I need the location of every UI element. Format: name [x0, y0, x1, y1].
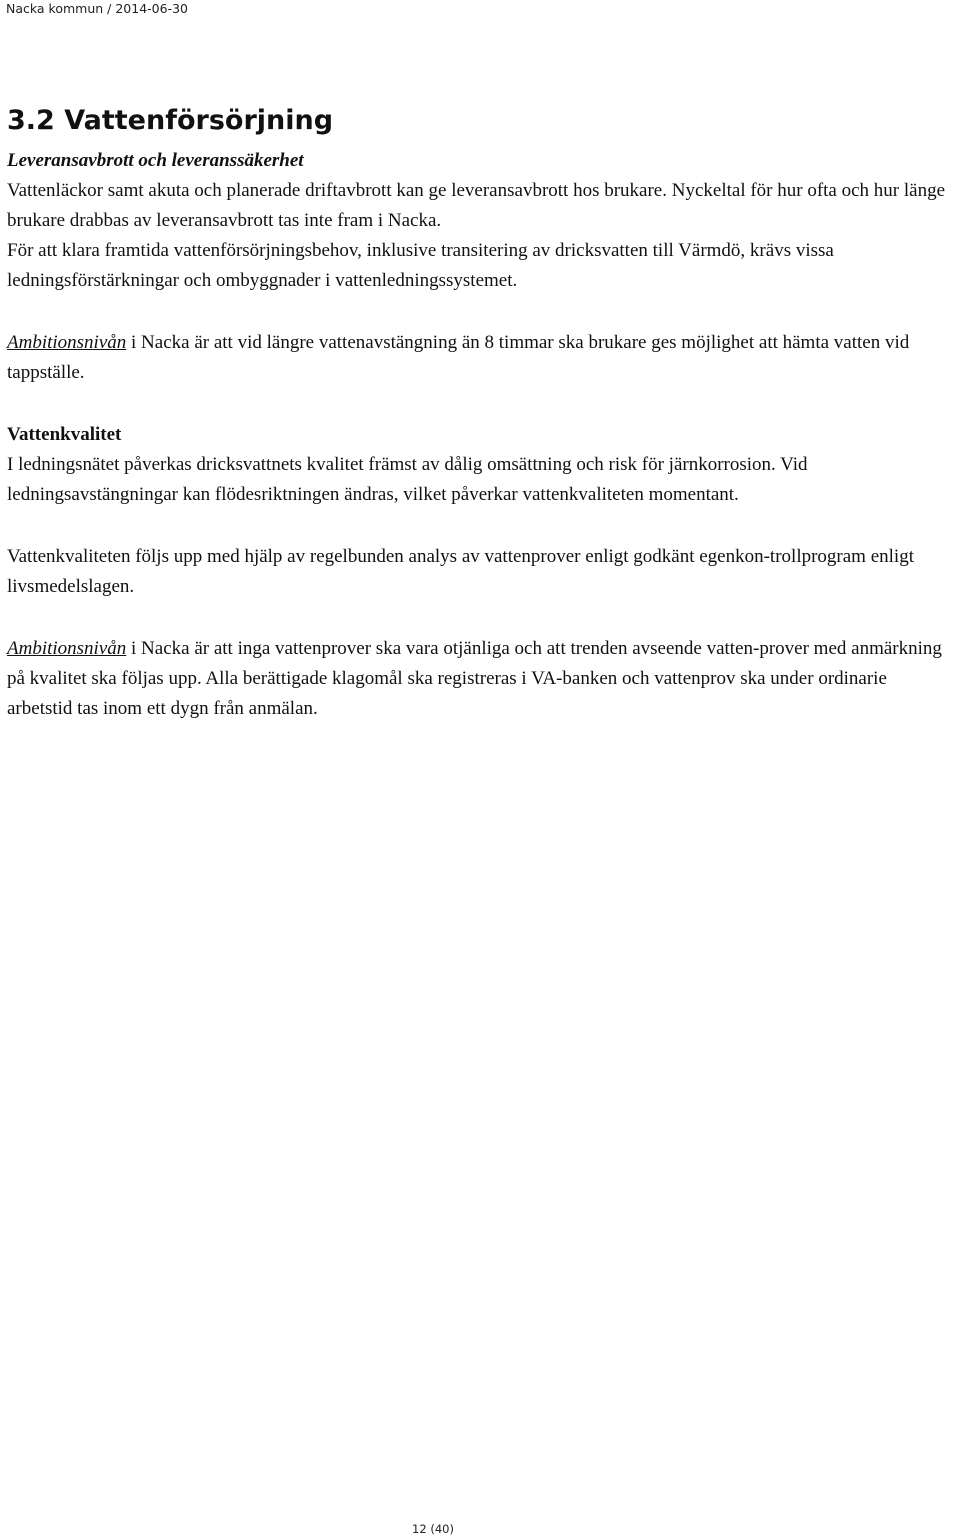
- paragraph-vattenkvaliteten: Vattenkvaliteten följs upp med hjälp av regelbunden analys av vattenprover enligt godkänt egenkon-trollprogram enligt livsmedelslagen.: [7, 546, 914, 597]
- page-header: Nacka kommun / 2014-06-30: [6, 1, 188, 16]
- paragraph-ambition-2: [7, 634, 952, 724]
- subsection-leveransavbrott: [7, 146, 952, 388]
- page-number: 12 (40): [412, 1522, 454, 1536]
- paragraph-ledningsnatet: I ledningsnätet påverkas dricksvattnets kvalitet främst av dålig omsättning och risk för järnkorrosion. Vid ledningsavstängningar kan flödesriktningen ändras, vilket påverkar vattenkvaliteten momentant.: [7, 454, 808, 505]
- subsection-heading-vattenkvalitet: Vattenkvalitet: [7, 424, 122, 445]
- paragraph-ambition-1: [7, 328, 952, 388]
- paragraph-framtida-behov: För att klara framtida vattenförsörjningsbehov, inklusive transitering av dricksvatten till Värmdö, krävs vissa ledningsförstärkningar och ombyggnader i vattenledningssystemet.: [7, 240, 834, 291]
- subsection-vattenkvalitet: [7, 420, 952, 724]
- subsection-heading-leveransavbrott: Leveransavbrott och leveranssäkerhet: [7, 150, 304, 171]
- ambition-label: Ambitionsnivån: [7, 638, 127, 659]
- ambition-label: Ambitionsnivån: [7, 332, 127, 353]
- paragraph-vattenlackor: Vattenläckor samt akuta och planerade driftavbrott kan ge leveransavbrott hos brukare. Nyckeltal för hur ofta och hur länge brukare drabbas av leveransavbrott tas inte fram i Nacka.: [7, 180, 946, 231]
- document-body: [7, 100, 952, 724]
- section-title: 3.2 Vattenförsörjning: [7, 105, 334, 136]
- ambition-text: i Nacka är att vid längre vattenavstängning än 8 timmar ska brukare ges möjlighet att hämta vatten vid tappställe.: [7, 332, 910, 383]
- ambition-text: i Nacka är att inga vattenprover ska vara otjänliga och att trenden avseende vatten-prover med anmärkning på kvalitet ska följas upp. Alla berättigade klagomål ska registreras i VA-banken och vattenprov ska under ordinarie arbetstid tas inom ett dygn från anmälan.: [7, 638, 942, 719]
